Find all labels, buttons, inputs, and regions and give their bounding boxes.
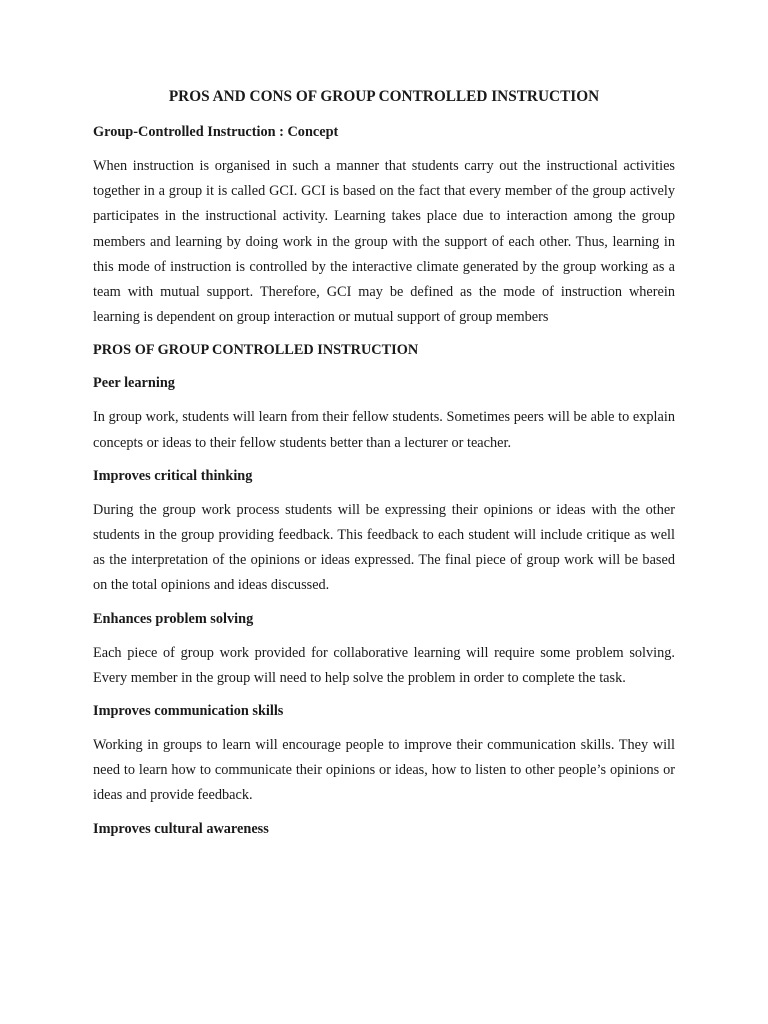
pros-heading: PROS OF GROUP CONTROLLED INSTRUCTION <box>93 342 419 359</box>
section-paragraph-communication-skills: Working in groups to learn will encourage people to improve their communication skills. They will need to learn how to communicate their opinions or ideas, how to listen to other people’s opinions or ideas and provide feedback. <box>93 737 675 804</box>
section-heading-peer-learning: Peer learning <box>93 375 175 392</box>
concept-paragraph: When instruction is organised in such a manner that students carry out the instructional activities together in a group it is called GCI. GCI is based on the fact that every member of the group actively participates in the instructional activity. Learning takes place due to interaction among the group members and learning by doing work in the group with the support of each other. Thus, learning in this mode of instruction is controlled by the interactive climate generated by the group working as a team with mutual support. Therefore, GCI may be defined as the mode of instruction wherein learning is dependent on group interaction or mutual support of group members <box>93 158 675 326</box>
section-heading-problem-solving: Enhances problem solving <box>93 610 254 627</box>
document-title: PROS AND CONS OF GROUP CONTROLLED INSTRUCTION <box>168 88 600 105</box>
section-paragraph-problem-solving: Each piece of group work provided for collaborative learning will require some problem solving. Every member in the group will need to help solve the problem in order to complete the task. <box>93 644 675 686</box>
section-heading-communication-skills: Improves communication skills <box>93 703 284 720</box>
section-heading-critical-thinking: Improves critical thinking <box>93 467 253 484</box>
concept-heading: Group-Controlled Instruction : Concept <box>93 124 339 140</box>
section-paragraph-peer-learning: In group work, students will learn from their fellow students. Sometimes peers will be able to explain concepts or ideas to their fellow students better than a lecturer or teacher. <box>93 409 675 451</box>
section-paragraph-critical-thinking: During the group work process students will be expressing their opinions or ideas with the other students in the group providing feedback. This feedback to each student will include critique as well as the interpretation of the opinions or ideas expressed. The final piece of group work will be based on the total opinions and ideas discussed. <box>93 501 675 594</box>
section-heading-cultural-awareness: Improves cultural awareness <box>93 820 269 837</box>
